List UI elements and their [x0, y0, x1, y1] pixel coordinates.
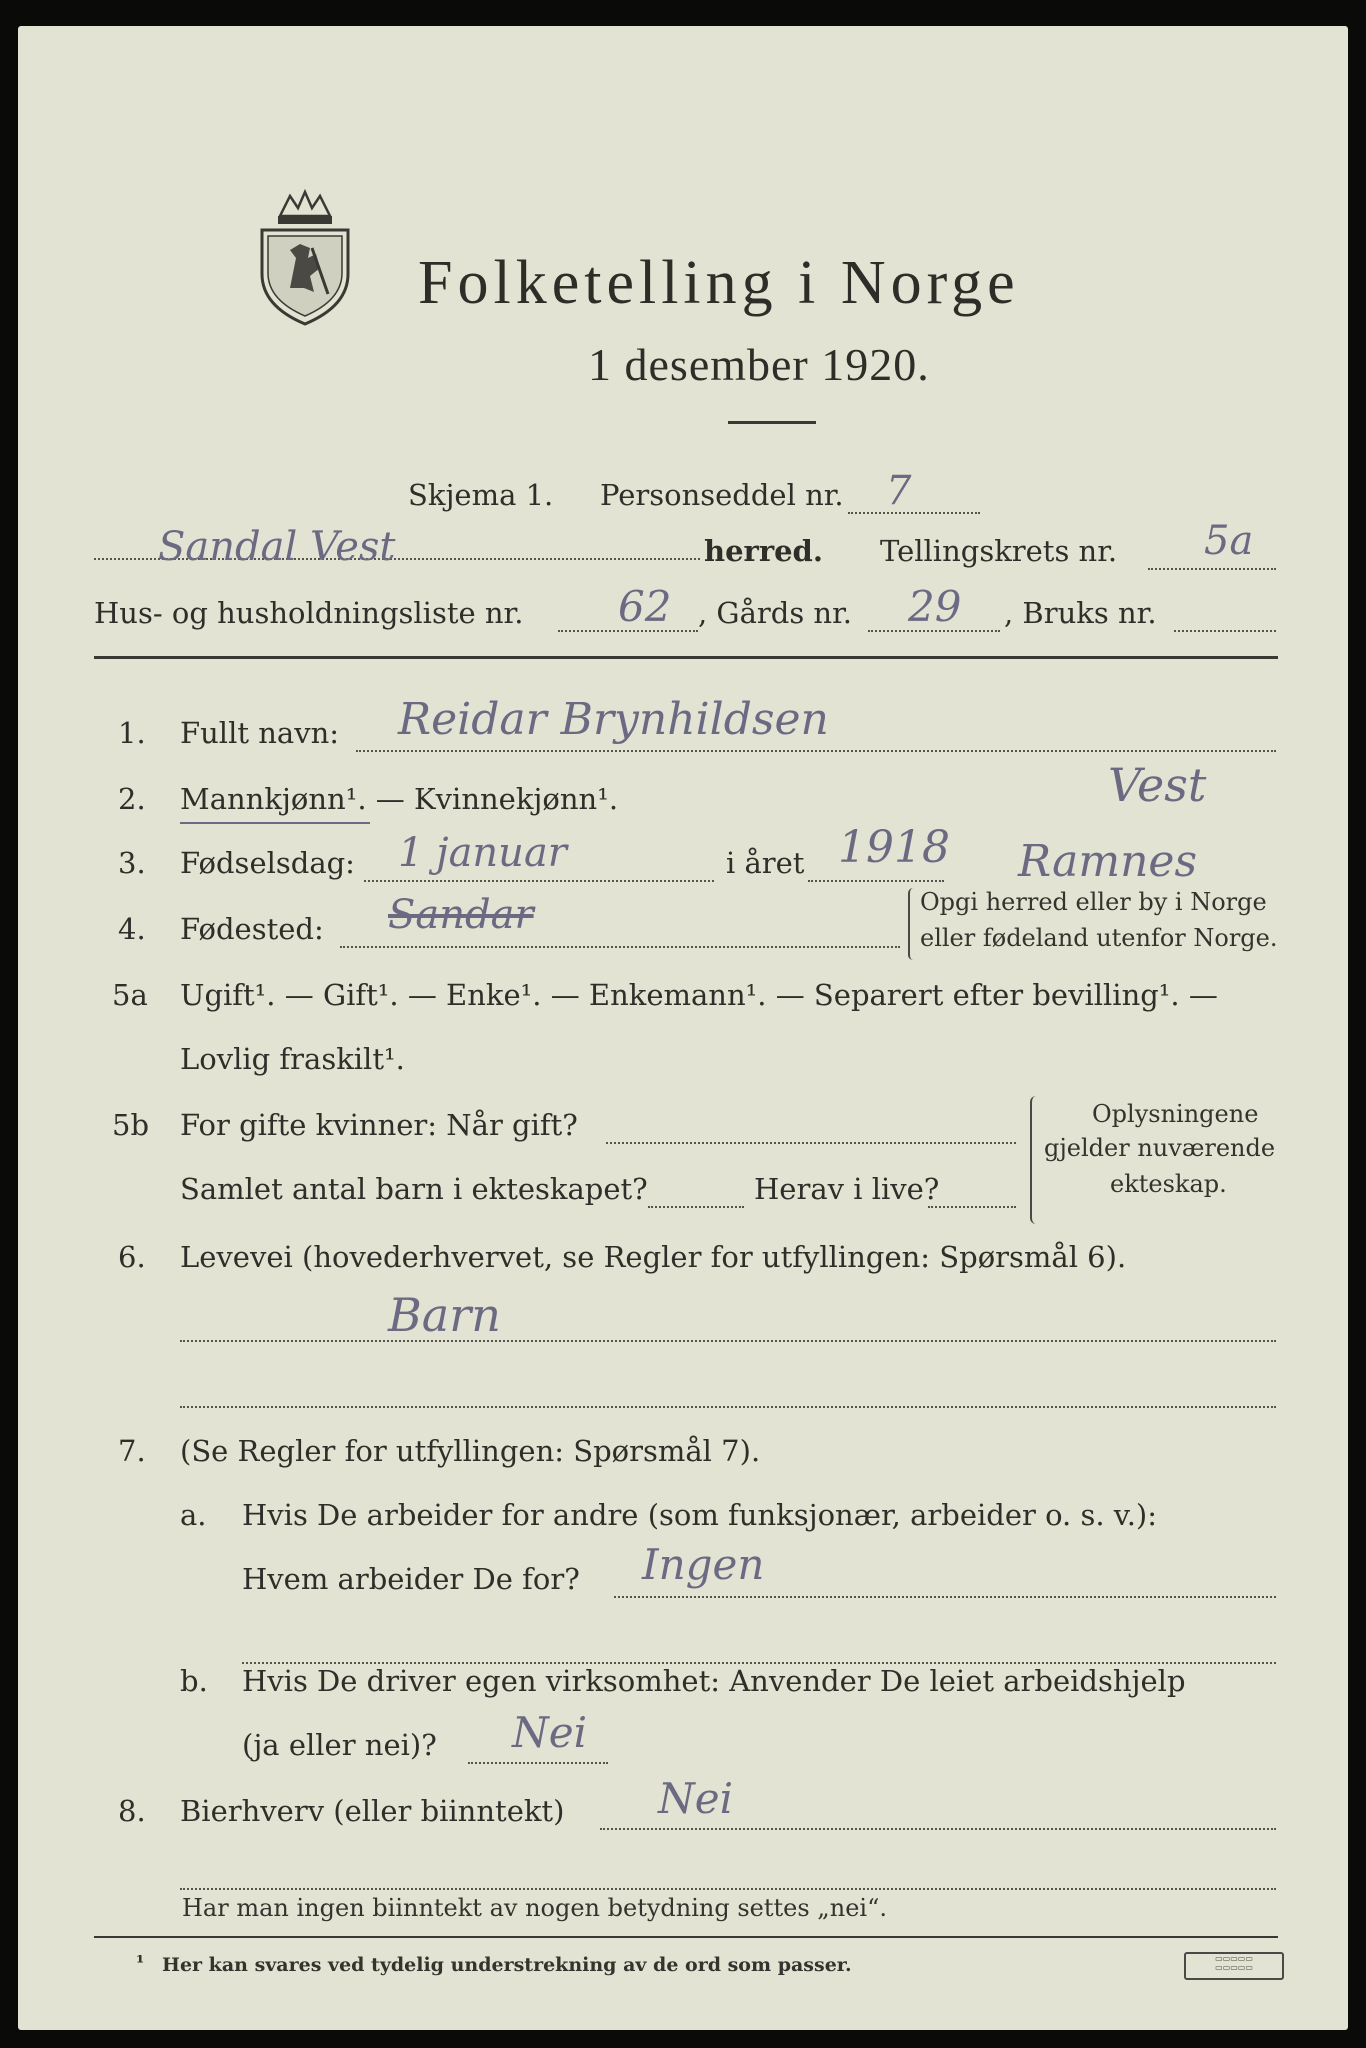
- personseddel-label: Personseddel nr.: [600, 478, 844, 512]
- hired-help-value[interactable]: Nei: [512, 1708, 588, 1757]
- birth-year-value[interactable]: 1918: [838, 822, 950, 873]
- q1-label: Fullt navn:: [180, 716, 340, 750]
- q7a-letter: a.: [180, 1498, 207, 1532]
- q5b-label: For gifte kvinner: Når gift?: [180, 1108, 578, 1142]
- q4-note-line1: Opgi herred eller by i Norge: [920, 888, 1267, 916]
- birth-date-value[interactable]: 1 januar: [398, 830, 567, 876]
- q2-gender-options[interactable]: Mannkjønn¹. — Kvinnekjønn¹.: [180, 782, 619, 816]
- bruks-label: , Bruks nr.: [1004, 596, 1157, 630]
- personseddel-line: [848, 512, 980, 514]
- q3-number: 3.: [118, 846, 146, 880]
- q7a-label: Hvis De arbeider for andre (som funksjonær, arbeider o. s. v.):: [242, 1498, 1158, 1532]
- q4-label: Fødested:: [180, 912, 324, 946]
- q5a-marital-options[interactable]: Ugift¹. — Gift¹. — Enke¹. — Enkemann¹. — Separert efter bevilling¹. —: [180, 978, 1218, 1012]
- q3-year-line: [808, 880, 944, 882]
- employer-value[interactable]: Ingen: [642, 1540, 765, 1589]
- q5b-when-married-line: [606, 1142, 1016, 1144]
- herred-label: herred.: [704, 534, 823, 568]
- q7b-line: [468, 1762, 608, 1764]
- header-divider: [94, 656, 1278, 659]
- census-form-sheet: [18, 26, 1348, 2030]
- footnote-divider: [94, 1936, 1278, 1938]
- q5b-note-line2: gjelder nuværende: [1044, 1134, 1276, 1162]
- personseddel-value[interactable]: 7: [886, 468, 912, 514]
- q5b-note-line3: ekteskap.: [1110, 1170, 1227, 1198]
- q4-line: [340, 946, 900, 948]
- q5a-divorced-option[interactable]: Lovlig fraskilt¹.: [180, 1042, 405, 1076]
- q8-line2: [180, 1888, 1276, 1890]
- full-name-value[interactable]: Reidar Brynhildsen: [398, 694, 829, 745]
- q3-label: Fødselsdag:: [180, 846, 355, 880]
- occupation-value[interactable]: Barn: [388, 1288, 501, 1342]
- q6-line2: [180, 1406, 1276, 1408]
- gards-value[interactable]: 29: [908, 582, 962, 631]
- census-date: 1 desember 1920.: [588, 339, 930, 390]
- q5b-note-brace: [1030, 1096, 1042, 1224]
- q2-number: 2.: [118, 782, 146, 816]
- tellingskrets-line: [1148, 568, 1276, 570]
- q3-year-label: i året: [726, 846, 805, 880]
- husliste-label: Hus- og husholdningsliste nr.: [94, 596, 524, 630]
- q5b-alive-line: [928, 1206, 1016, 1208]
- birthplace-annotation-vest: Vest: [1108, 758, 1207, 812]
- form-title: Folketelling i Norge: [418, 249, 1020, 317]
- q7a-employer-line: [614, 1596, 1276, 1598]
- q1-number: 1.: [118, 716, 146, 750]
- q7b-label: Hvis De driver egen virksomhet: Anvender De leiet arbeidshjelp: [242, 1664, 1186, 1698]
- q6-label: Levevei (hovederhvervet, se Regler for utfyllingen: Spørsmål 6).: [180, 1240, 1127, 1274]
- tellingskrets-label: Tellingskrets nr.: [880, 534, 1118, 568]
- q7b-letter: b.: [180, 1664, 208, 1698]
- q4-number: 4.: [118, 912, 146, 946]
- q8-label: Bierhverv (eller biinntekt): [180, 1794, 565, 1828]
- birthplace-value-struck[interactable]: Sandar: [388, 892, 534, 938]
- title-underline: [728, 421, 816, 424]
- footnote-mark: ¹: [136, 1952, 145, 1974]
- husliste-value[interactable]: 62: [618, 582, 672, 631]
- q6-number: 6.: [118, 1240, 146, 1274]
- gards-label: , Gårds nr.: [698, 596, 852, 630]
- birthplace-annotation-ramnes: Ramnes: [1018, 836, 1198, 887]
- norwegian-coat-of-arms-icon: [250, 188, 360, 328]
- male-underline-mark: [180, 822, 370, 824]
- q8-line: [600, 1828, 1276, 1830]
- bruks-line: [1174, 630, 1276, 632]
- q7b-help-label: (ja eller nei)?: [242, 1728, 437, 1762]
- footnote-text: Her kan svares ved tydelig understrekning av de ord som passer.: [162, 1954, 852, 1976]
- printer-stamp: ▭▭▭▭▭ ▭▭▭▭▭: [1184, 1952, 1284, 1980]
- q5a-number: 5a: [112, 978, 148, 1012]
- q8-number: 8.: [118, 1794, 146, 1828]
- q7-number: 7.: [118, 1434, 146, 1468]
- q1-line: [356, 750, 1276, 752]
- side-income-value[interactable]: Nei: [658, 1774, 734, 1823]
- q7-label: (Se Regler for utfyllingen: Spørsmål 7).: [180, 1434, 761, 1468]
- q7a-employer-label: Hvem arbeider De for?: [242, 1562, 580, 1596]
- q4-note-line2: eller fødeland utenfor Norge.: [920, 924, 1278, 952]
- q4-note-brace: [908, 888, 918, 960]
- tellingskrets-value[interactable]: 5a: [1204, 518, 1254, 564]
- q5b-number: 5b: [112, 1108, 150, 1142]
- q3-date-line: [364, 880, 714, 882]
- schema-label: Skjema 1.: [408, 478, 554, 512]
- q5b-alive-label: Herav i live?: [754, 1172, 940, 1206]
- q5b-note-line1: Oplysningene: [1092, 1100, 1259, 1128]
- q5b-children-label: Samlet antal barn i ekteskapet?: [180, 1172, 648, 1206]
- q5b-children-line: [648, 1206, 744, 1208]
- q6-line1: [180, 1340, 1276, 1342]
- herred-value[interactable]: Sandal Vest: [158, 524, 396, 570]
- q8-note: Har man ingen biinntekt av nogen betydning settes „nei“.: [182, 1894, 887, 1922]
